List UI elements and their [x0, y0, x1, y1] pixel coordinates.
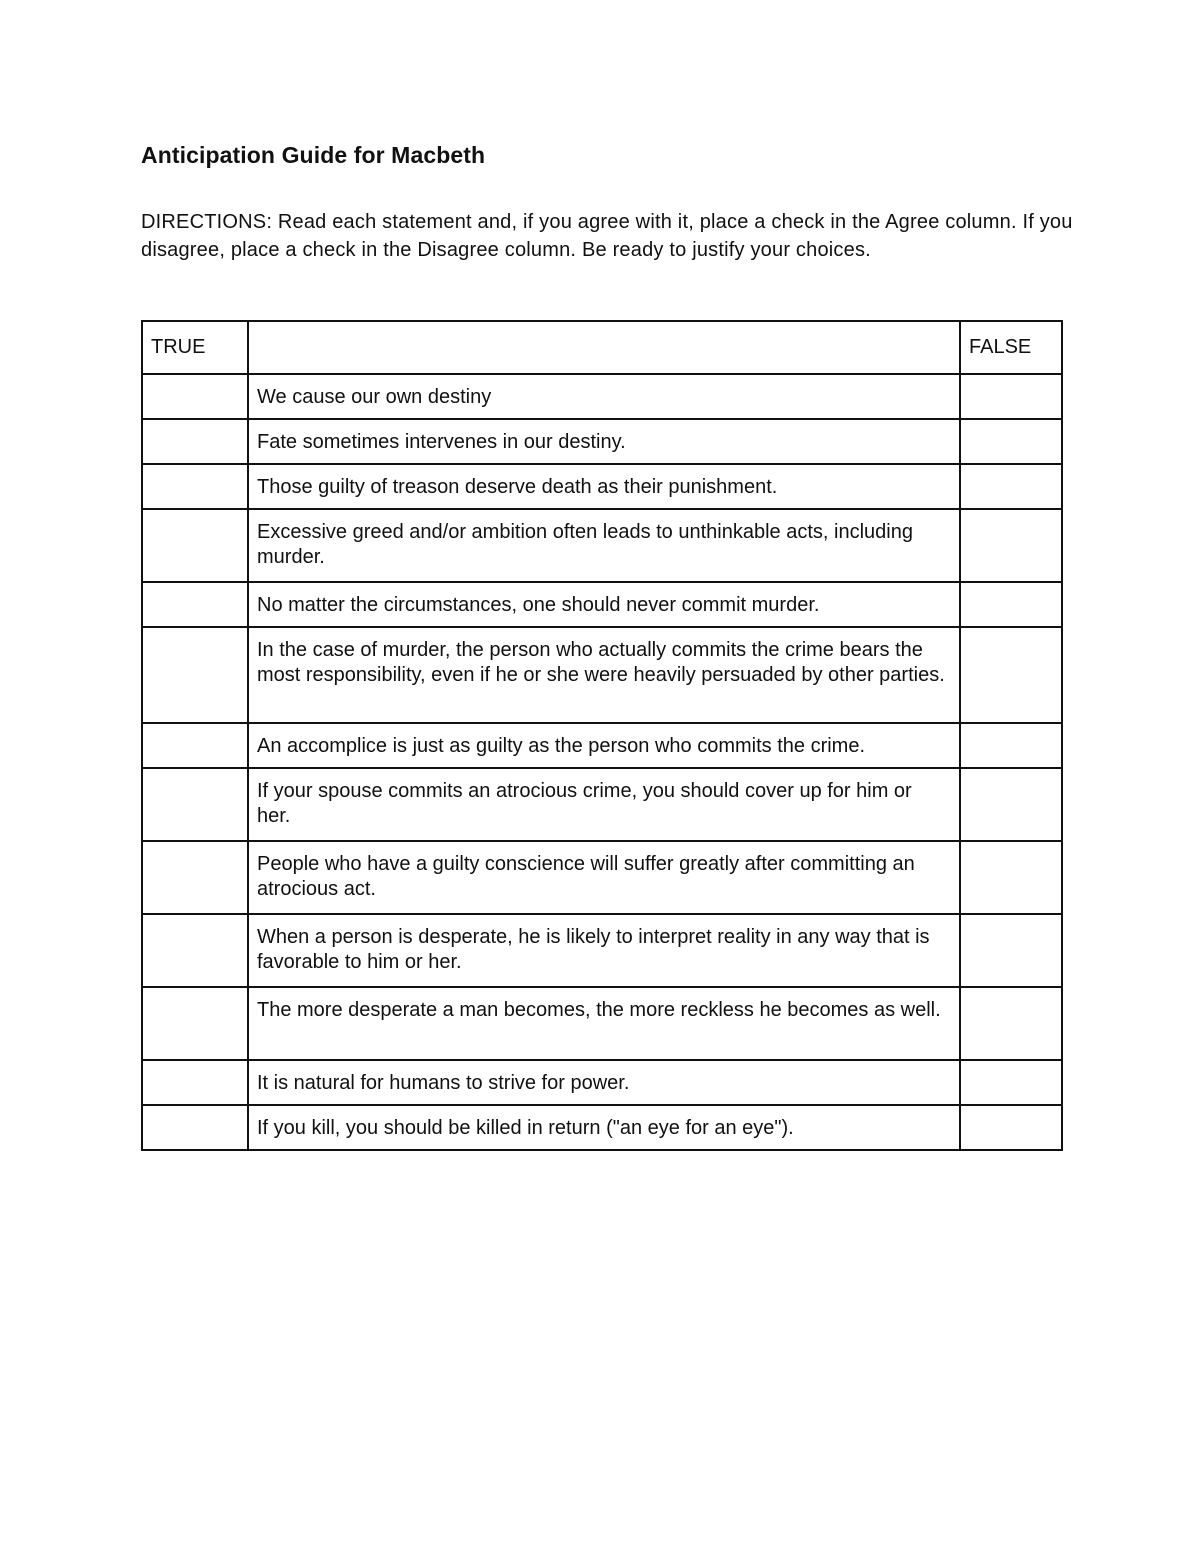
- statement-cell: Excessive greed and/or ambition often leads to unthinkable acts, including murder.: [248, 509, 960, 582]
- page-title: Anticipation Guide for Macbeth: [141, 142, 486, 168]
- statement-cell: No matter the circumstances, one should never commit murder.: [248, 582, 960, 627]
- table-row: [142, 582, 1062, 627]
- true-check-cell[interactable]: [142, 464, 248, 509]
- table-row: [142, 914, 1062, 987]
- false-check-cell[interactable]: [960, 374, 1062, 419]
- statement-cell: It is natural for humans to strive for power.: [248, 1060, 960, 1105]
- table-row: [142, 374, 1062, 419]
- false-check-cell[interactable]: [960, 723, 1062, 768]
- true-check-cell[interactable]: [142, 914, 248, 987]
- true-check-cell[interactable]: [142, 1105, 248, 1150]
- true-check-cell[interactable]: [142, 723, 248, 768]
- statement-cell: If your spouse commits an atrocious crime, you should cover up for him or her.: [248, 768, 960, 841]
- false-check-cell[interactable]: [960, 1105, 1062, 1150]
- true-check-cell[interactable]: [142, 987, 248, 1060]
- statement-cell: We cause our own destiny: [248, 374, 960, 419]
- false-check-cell[interactable]: [960, 987, 1062, 1060]
- table-row: [142, 1060, 1062, 1105]
- table-row: [142, 464, 1062, 509]
- statement-cell: Those guilty of treason deserve death as their punishment.: [248, 464, 960, 509]
- true-check-cell[interactable]: [142, 627, 248, 723]
- true-check-cell[interactable]: [142, 1060, 248, 1105]
- directions-text: DIRECTIONS: Read each statement and, if you agree with it, place a check in the Agree column. If you disagree, place a check in the Disagree column. Be ready to justify your choices.: [141, 211, 1073, 261]
- table-row: [142, 1105, 1062, 1150]
- table-row: [142, 768, 1062, 841]
- statement-cell: In the case of murder, the person who actually commits the crime bears the most responsibility, even if he or she were heavily persuaded by other parties.: [248, 627, 960, 723]
- anticipation-table: [141, 320, 1063, 1151]
- true-check-cell[interactable]: [142, 768, 248, 841]
- header-false: FALSE: [960, 321, 1062, 374]
- false-check-cell[interactable]: [960, 509, 1062, 582]
- table-row: [142, 841, 1062, 914]
- statement-cell: The more desperate a man becomes, the more reckless he becomes as well.: [248, 987, 960, 1060]
- false-check-cell[interactable]: [960, 464, 1062, 509]
- false-check-cell[interactable]: [960, 582, 1062, 627]
- table-row: [142, 419, 1062, 464]
- false-check-cell[interactable]: [960, 419, 1062, 464]
- header-true: TRUE: [142, 321, 248, 374]
- true-check-cell[interactable]: [142, 509, 248, 582]
- false-check-cell[interactable]: [960, 627, 1062, 723]
- true-check-cell[interactable]: [142, 582, 248, 627]
- true-check-cell[interactable]: [142, 419, 248, 464]
- statement-cell: When a person is desperate, he is likely to interpret reality in any way that is favorable to him or her.: [248, 914, 960, 987]
- table-row: [142, 509, 1062, 582]
- statement-cell: An accomplice is just as guilty as the person who commits the crime.: [248, 723, 960, 768]
- table-row: [142, 987, 1062, 1060]
- statement-cell: Fate sometimes intervenes in our destiny.: [248, 419, 960, 464]
- table-row: [142, 723, 1062, 768]
- statement-cell: If you kill, you should be killed in return ("an eye for an eye").: [248, 1105, 960, 1150]
- table-header-row: [142, 321, 1062, 374]
- false-check-cell[interactable]: [960, 914, 1062, 987]
- true-check-cell[interactable]: [142, 374, 248, 419]
- false-check-cell[interactable]: [960, 768, 1062, 841]
- table-row: [142, 627, 1062, 723]
- true-check-cell[interactable]: [142, 841, 248, 914]
- header-statement: [248, 321, 960, 374]
- false-check-cell[interactable]: [960, 1060, 1062, 1105]
- false-check-cell[interactable]: [960, 841, 1062, 914]
- statement-cell: People who have a guilty conscience will suffer greatly after committing an atrocious act.: [248, 841, 960, 914]
